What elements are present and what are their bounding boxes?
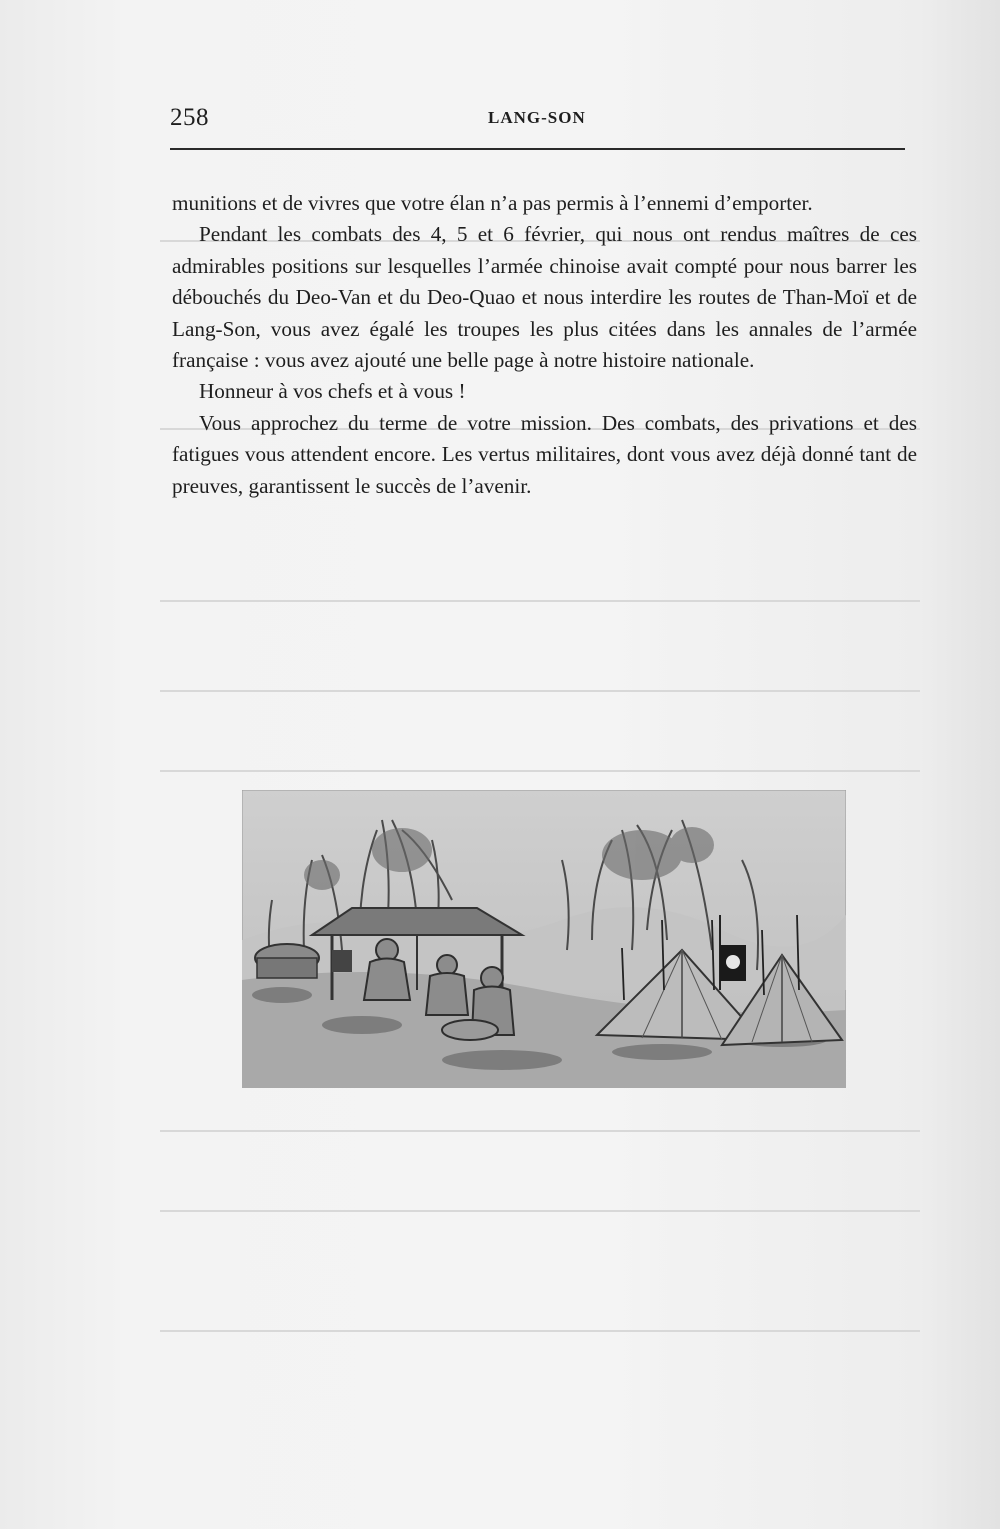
- header-rule: [170, 148, 905, 150]
- page-header: [170, 104, 905, 134]
- camp-illustration-drawing: [242, 790, 846, 1088]
- paragraph-combats: Pendant les combats des 4, 5 et 6 février, qui nous ont rendus maîtres de ces admirables positions sur lesquelles l’armée chinoise avait compté pour nous barrer les débouchés du Deo-Van et du Deo-Quao et nous interdire les routes de Than-Moï et de Lang-Son, vous avez égalé les troupes les plus citées dans les annales de l’armée française : vous avez ajouté une belle page à notre histoire nationale.: [172, 222, 917, 373]
- running-title: LANG-SON: [488, 108, 586, 127]
- body-text: [172, 188, 917, 502]
- paragraph-honneur: Honneur à vos chefs et à vous !: [199, 379, 466, 404]
- page-number: 258: [170, 104, 209, 131]
- paragraph-continuation: munitions et de vivres que votre élan n’a pas permis à l’ennemi d’emporter.: [172, 191, 813, 215]
- paragraph-mission: Vous approchez du terme de votre mission. Des combats, des privations et des fatigues vous attendent encore. Les vertus militaires, dont vous avez déjà donné tant de preuves, garantissent le succès de l’avenir.: [172, 410, 917, 498]
- camp-illustration: [242, 790, 846, 1088]
